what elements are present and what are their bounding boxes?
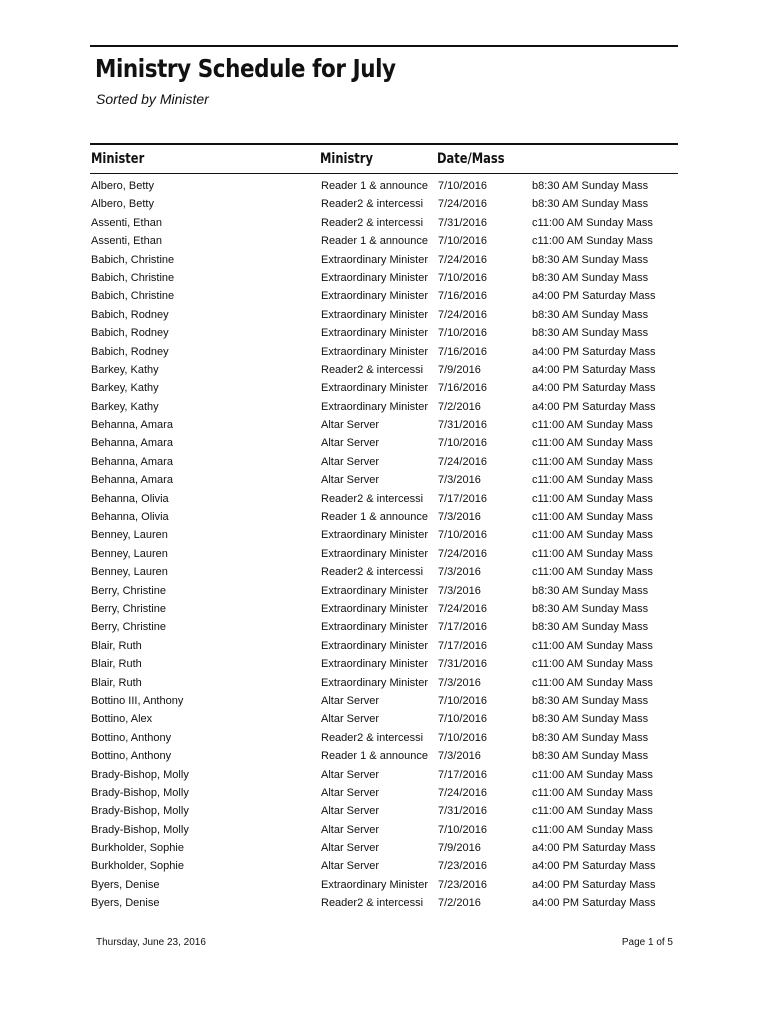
report-title: Ministry Schedule for July bbox=[95, 54, 396, 83]
minister-cell: Behanna, Olivia bbox=[91, 511, 169, 524]
table-row bbox=[0, 490, 768, 508]
minister-cell: Barkey, Kathy bbox=[91, 363, 159, 376]
ministry-cell: Reader2 & intercessi bbox=[321, 731, 424, 744]
table-row bbox=[0, 802, 768, 820]
ministry-cell: Altar Server bbox=[321, 694, 380, 707]
minister-cell: Assenti, Ethan bbox=[91, 216, 162, 229]
minister-cell: Babich, Christine bbox=[91, 271, 175, 284]
table-row bbox=[0, 674, 768, 692]
table-row bbox=[0, 306, 768, 324]
mass-cell: c11:00 AM Sunday Mass bbox=[532, 658, 653, 671]
date-cell: 7/24/2016 bbox=[438, 253, 487, 266]
mass-cell: b8:30 AM Sunday Mass bbox=[532, 308, 649, 321]
report-subtitle: Sorted by Minister bbox=[96, 91, 209, 107]
mass-cell: b8:30 AM Sunday Mass bbox=[532, 694, 649, 707]
table-row bbox=[0, 232, 768, 250]
table-row bbox=[0, 471, 768, 489]
date-cell: 7/10/2016 bbox=[438, 235, 487, 248]
mass-cell: c11:00 AM Sunday Mass bbox=[532, 216, 653, 229]
minister-cell: Babich, Rodney bbox=[91, 327, 169, 340]
date-cell: 7/3/2016 bbox=[438, 474, 481, 487]
ministry-cell: Altar Server bbox=[321, 823, 380, 836]
minister-cell: Burkholder, Sophie bbox=[91, 842, 184, 855]
ministry-cell: Reader2 & intercessi bbox=[321, 492, 424, 505]
ministry-cell: Extraordinary Minister bbox=[321, 271, 428, 284]
minister-cell: Assenti, Ethan bbox=[91, 235, 162, 248]
minister-cell: Babich, Rodney bbox=[91, 345, 169, 358]
mass-cell: a4:00 PM Saturday Mass bbox=[532, 363, 656, 376]
minister-cell: Berry, Christine bbox=[91, 602, 166, 615]
date-cell: 7/24/2016 bbox=[438, 786, 487, 799]
table-row bbox=[0, 379, 768, 397]
date-cell: 7/24/2016 bbox=[438, 198, 487, 211]
table-row bbox=[0, 269, 768, 287]
ministry-cell: Reader2 & intercessi bbox=[321, 363, 424, 376]
mass-cell: c11:00 AM Sunday Mass bbox=[532, 419, 653, 432]
minister-cell: Behanna, Amara bbox=[91, 455, 173, 468]
ministry-cell: Reader 1 & announce bbox=[321, 750, 429, 763]
table-row bbox=[0, 637, 768, 655]
date-cell: 7/10/2016 bbox=[438, 529, 487, 542]
mass-cell: b8:30 AM Sunday Mass bbox=[532, 253, 649, 266]
table-row bbox=[0, 343, 768, 361]
header-top-rule bbox=[90, 143, 678, 145]
table-row bbox=[0, 214, 768, 232]
table-row bbox=[0, 655, 768, 673]
mass-cell: c11:00 AM Sunday Mass bbox=[532, 474, 653, 487]
mass-cell: c11:00 AM Sunday Mass bbox=[532, 786, 653, 799]
table-row bbox=[0, 324, 768, 342]
ministry-cell: Extraordinary Minister bbox=[321, 529, 428, 542]
minister-cell: Berry, Christine bbox=[91, 584, 166, 597]
mass-cell: b8:30 AM Sunday Mass bbox=[532, 731, 649, 744]
date-cell: 7/31/2016 bbox=[438, 419, 487, 432]
ministry-cell: Reader2 & intercessi bbox=[321, 198, 424, 211]
table-row bbox=[0, 398, 768, 416]
mass-cell: b8:30 AM Sunday Mass bbox=[532, 621, 649, 634]
table-row bbox=[0, 434, 768, 452]
table-row bbox=[0, 177, 768, 195]
mass-cell: c11:00 AM Sunday Mass bbox=[532, 529, 653, 542]
date-cell: 7/10/2016 bbox=[438, 180, 487, 192]
ministry-cell: Reader 1 & announce bbox=[321, 511, 429, 524]
minister-cell: Benney, Lauren bbox=[91, 566, 168, 579]
column-header-ministry: Ministry bbox=[320, 151, 373, 167]
table-row bbox=[0, 582, 768, 600]
date-cell: 7/24/2016 bbox=[438, 455, 487, 468]
table-row bbox=[0, 526, 768, 544]
date-cell: 7/10/2016 bbox=[438, 271, 487, 284]
table-row bbox=[0, 545, 768, 563]
ministry-cell: Altar Server bbox=[321, 860, 380, 873]
ministry-cell: Extraordinary Minister bbox=[321, 584, 428, 597]
date-cell: 7/10/2016 bbox=[438, 713, 487, 726]
table-row bbox=[0, 729, 768, 747]
date-cell: 7/31/2016 bbox=[438, 805, 487, 818]
minister-cell: Behanna, Amara bbox=[91, 437, 173, 450]
table-row bbox=[0, 563, 768, 581]
minister-cell: Benney, Lauren bbox=[91, 547, 168, 560]
mass-cell: c11:00 AM Sunday Mass bbox=[532, 639, 653, 652]
date-cell: 7/17/2016 bbox=[438, 621, 487, 634]
minister-cell: Brady-Bishop, Molly bbox=[91, 823, 189, 836]
date-cell: 7/31/2016 bbox=[438, 216, 487, 229]
ministry-cell: Extraordinary Minister bbox=[321, 400, 428, 413]
date-cell: 7/2/2016 bbox=[438, 400, 481, 413]
minister-cell: Behanna, Amara bbox=[91, 419, 173, 432]
footer-page-number: Page 1 of 5 bbox=[621, 937, 673, 948]
minister-cell: Bottino, Anthony bbox=[91, 750, 172, 763]
mass-cell: a4:00 PM Saturday Mass bbox=[532, 382, 656, 395]
mass-cell: a4:00 PM Saturday Mass bbox=[532, 860, 656, 873]
footer-printed-date: Thursday, June 23, 2016 bbox=[96, 937, 206, 948]
minister-cell: Albero, Betty bbox=[91, 180, 154, 192]
ministry-cell: Altar Server bbox=[321, 474, 380, 487]
date-cell: 7/10/2016 bbox=[438, 694, 487, 707]
minister-cell: Bottino III, Anthony bbox=[91, 694, 184, 707]
minister-cell: Bottino, Anthony bbox=[91, 731, 172, 744]
minister-cell: Brady-Bishop, Molly bbox=[91, 786, 189, 799]
date-cell: 7/23/2016 bbox=[438, 860, 487, 873]
date-cell: 7/3/2016 bbox=[438, 750, 481, 763]
date-cell: 7/17/2016 bbox=[438, 492, 487, 505]
table-row bbox=[0, 894, 768, 912]
top-rule bbox=[90, 45, 678, 47]
date-cell: 7/24/2016 bbox=[438, 547, 487, 560]
date-cell: 7/17/2016 bbox=[438, 768, 487, 781]
mass-cell: b8:30 AM Sunday Mass bbox=[532, 271, 649, 284]
ministry-cell: Extraordinary Minister bbox=[321, 382, 428, 395]
date-cell: 7/3/2016 bbox=[438, 676, 481, 689]
minister-cell: Babich, Rodney bbox=[91, 308, 169, 321]
table-row bbox=[0, 600, 768, 618]
minister-cell: Blair, Ruth bbox=[91, 676, 142, 689]
minister-cell: Burkholder, Sophie bbox=[91, 860, 184, 873]
ministry-cell: Extraordinary Minister bbox=[321, 253, 428, 266]
ministry-cell: Altar Server bbox=[321, 419, 380, 432]
ministry-cell: Reader 1 & announce bbox=[321, 180, 429, 192]
ministry-cell: Extraordinary Minister bbox=[321, 547, 428, 560]
schedule-table-body bbox=[0, 177, 768, 913]
date-cell: 7/10/2016 bbox=[438, 823, 487, 836]
ministry-cell: Altar Server bbox=[321, 786, 380, 799]
table-row bbox=[0, 692, 768, 710]
mass-cell: c11:00 AM Sunday Mass bbox=[532, 511, 653, 524]
minister-cell: Byers, Denise bbox=[91, 897, 160, 910]
minister-cell: Brady-Bishop, Molly bbox=[91, 805, 189, 818]
ministry-cell: Reader2 & intercessi bbox=[321, 216, 424, 229]
table-row bbox=[0, 361, 768, 379]
mass-cell: b8:30 AM Sunday Mass bbox=[532, 750, 649, 763]
table-row bbox=[0, 784, 768, 802]
mass-cell: a4:00 PM Saturday Mass bbox=[532, 400, 656, 413]
mass-cell: b8:30 AM Sunday Mass bbox=[532, 602, 649, 615]
mass-cell: a4:00 PM Saturday Mass bbox=[532, 897, 656, 910]
minister-cell: Blair, Ruth bbox=[91, 639, 142, 652]
minister-cell: Albero, Betty bbox=[91, 198, 154, 211]
table-row bbox=[0, 287, 768, 305]
minister-cell: Bottino, Alex bbox=[91, 713, 153, 726]
mass-cell: a4:00 PM Saturday Mass bbox=[532, 290, 656, 303]
ministry-cell: Altar Server bbox=[321, 842, 380, 855]
ministry-cell: Extraordinary Minister bbox=[321, 878, 428, 891]
minister-cell: Brady-Bishop, Molly bbox=[91, 768, 189, 781]
minister-cell: Blair, Ruth bbox=[91, 658, 142, 671]
mass-cell: c11:00 AM Sunday Mass bbox=[532, 676, 653, 689]
mass-cell: c11:00 AM Sunday Mass bbox=[532, 768, 653, 781]
table-row bbox=[0, 710, 768, 728]
minister-cell: Byers, Denise bbox=[91, 878, 160, 891]
date-cell: 7/10/2016 bbox=[438, 731, 487, 744]
mass-cell: b8:30 AM Sunday Mass bbox=[532, 713, 649, 726]
date-cell: 7/31/2016 bbox=[438, 658, 487, 671]
minister-cell: Behanna, Amara bbox=[91, 474, 173, 487]
date-cell: 7/16/2016 bbox=[438, 382, 487, 395]
mass-cell: b8:30 AM Sunday Mass bbox=[532, 180, 649, 192]
date-cell: 7/23/2016 bbox=[438, 878, 487, 891]
ministry-cell: Altar Server bbox=[321, 713, 380, 726]
table-row bbox=[0, 453, 768, 471]
ministry-cell: Altar Server bbox=[321, 768, 380, 781]
ministry-cell: Extraordinary Minister bbox=[321, 676, 428, 689]
date-cell: 7/10/2016 bbox=[438, 437, 487, 450]
header-bottom-rule bbox=[90, 173, 678, 174]
mass-cell: b8:30 AM Sunday Mass bbox=[532, 198, 649, 211]
ministry-cell: Altar Server bbox=[321, 455, 380, 468]
minister-cell: Babich, Christine bbox=[91, 253, 175, 266]
ministry-cell: Extraordinary Minister bbox=[321, 639, 428, 652]
ministry-cell: Extraordinary Minister bbox=[321, 621, 428, 634]
mass-cell: c11:00 AM Sunday Mass bbox=[532, 455, 653, 468]
ministry-cell: Extraordinary Minister bbox=[321, 308, 428, 321]
ministry-cell: Reader2 & intercessi bbox=[321, 897, 424, 910]
mass-cell: b8:30 AM Sunday Mass bbox=[532, 584, 649, 597]
date-cell: 7/9/2016 bbox=[438, 842, 481, 855]
date-cell: 7/17/2016 bbox=[438, 639, 487, 652]
mass-cell: a4:00 PM Saturday Mass bbox=[532, 878, 656, 891]
minister-cell: Barkey, Kathy bbox=[91, 400, 159, 413]
ministry-cell: Altar Server bbox=[321, 437, 380, 450]
ministry-cell: Extraordinary Minister bbox=[321, 602, 428, 615]
table-row bbox=[0, 839, 768, 857]
date-cell: 7/2/2016 bbox=[438, 897, 481, 910]
mass-cell: a4:00 PM Saturday Mass bbox=[532, 345, 656, 358]
table-row bbox=[0, 195, 768, 213]
table-row bbox=[0, 508, 768, 526]
date-cell: 7/9/2016 bbox=[438, 363, 481, 376]
mass-cell: c11:00 AM Sunday Mass bbox=[532, 547, 653, 560]
date-cell: 7/3/2016 bbox=[438, 566, 481, 579]
minister-cell: Benney, Lauren bbox=[91, 529, 168, 542]
minister-cell: Barkey, Kathy bbox=[91, 382, 159, 395]
table-row bbox=[0, 618, 768, 636]
date-cell: 7/16/2016 bbox=[438, 345, 487, 358]
date-cell: 7/16/2016 bbox=[438, 290, 487, 303]
table-row bbox=[0, 876, 768, 894]
ministry-cell: Altar Server bbox=[321, 805, 380, 818]
mass-cell: c11:00 AM Sunday Mass bbox=[532, 823, 653, 836]
mass-cell: c11:00 AM Sunday Mass bbox=[532, 235, 653, 248]
table-row bbox=[0, 766, 768, 784]
mass-cell: c11:00 AM Sunday Mass bbox=[532, 566, 653, 579]
minister-cell: Berry, Christine bbox=[91, 621, 166, 634]
table-row bbox=[0, 251, 768, 269]
table-row bbox=[0, 821, 768, 839]
mass-cell: c11:00 AM Sunday Mass bbox=[532, 492, 653, 505]
table-row bbox=[0, 416, 768, 434]
mass-cell: b8:30 AM Sunday Mass bbox=[532, 327, 649, 340]
mass-cell: c11:00 AM Sunday Mass bbox=[532, 437, 653, 450]
date-cell: 7/10/2016 bbox=[438, 327, 487, 340]
table-row bbox=[0, 747, 768, 765]
table-row bbox=[0, 857, 768, 875]
minister-cell: Babich, Christine bbox=[91, 290, 175, 303]
ministry-cell: Extraordinary Minister bbox=[321, 345, 428, 358]
ministry-cell: Reader 1 & announce bbox=[321, 235, 429, 248]
ministry-cell: Extraordinary Minister bbox=[321, 290, 428, 303]
column-header-minister: Minister bbox=[91, 151, 145, 167]
mass-cell: a4:00 PM Saturday Mass bbox=[532, 842, 656, 855]
minister-cell: Behanna, Olivia bbox=[91, 492, 169, 505]
column-header-date-mass: Date/Mass bbox=[437, 151, 505, 167]
date-cell: 7/24/2016 bbox=[438, 602, 487, 615]
date-cell: 7/3/2016 bbox=[438, 584, 481, 597]
mass-cell: c11:00 AM Sunday Mass bbox=[532, 805, 653, 818]
ministry-cell: Extraordinary Minister bbox=[321, 658, 428, 671]
ministry-cell: Reader2 & intercessi bbox=[321, 566, 424, 579]
date-cell: 7/3/2016 bbox=[438, 511, 481, 524]
date-cell: 7/24/2016 bbox=[438, 308, 487, 321]
ministry-cell: Extraordinary Minister bbox=[321, 327, 428, 340]
